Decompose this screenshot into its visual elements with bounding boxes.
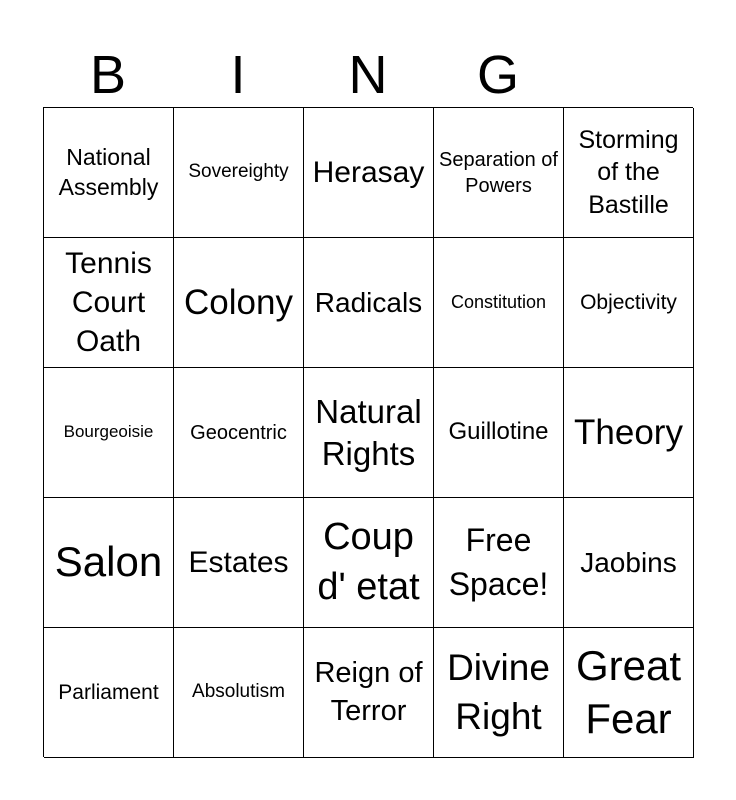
bingo-cell[interactable] [44, 628, 174, 758]
cell-text: Reign of Terror [314, 656, 423, 727]
cell-text: Objectivity [580, 290, 677, 314]
bingo-cell[interactable] [174, 108, 304, 238]
bingo-cell[interactable] [434, 108, 564, 238]
bingo-cell[interactable] [434, 238, 564, 368]
cell-text: Free Space! [448, 522, 549, 602]
cell-text: Separation of Powers [439, 148, 558, 197]
bingo-header [43, 45, 693, 105]
bingo-cell[interactable] [44, 108, 174, 238]
cell-text: Tennis Court Oath [65, 247, 152, 358]
bingo-cell[interactable] [174, 498, 304, 628]
bingo-cell[interactable] [304, 628, 434, 758]
bingo-cell[interactable] [44, 368, 174, 498]
cell-text: Theory [574, 412, 683, 452]
bingo-cell[interactable] [174, 238, 304, 368]
cell-text: Divine Right [447, 647, 550, 737]
bingo-cell[interactable] [44, 498, 174, 628]
cell-text: Absolutism [192, 681, 285, 703]
bingo-cell[interactable] [564, 238, 694, 368]
header-letter-o [563, 45, 693, 105]
bingo-cell[interactable] [564, 628, 694, 758]
bingo-cell[interactable] [434, 368, 564, 498]
bingo-board [43, 107, 693, 757]
cell-text: Parliament [58, 680, 159, 704]
cell-text: Great Fear [575, 642, 682, 742]
cell-text: National Assembly [58, 143, 159, 200]
header-letter-g: G [476, 45, 519, 105]
cell-text: Estates [188, 545, 289, 579]
bingo-cell[interactable] [304, 368, 434, 498]
bingo-cell[interactable] [304, 108, 434, 238]
header-letter-b: B [89, 45, 127, 105]
cell-text: Salon [54, 538, 163, 586]
cell-text: Herasay [312, 155, 425, 189]
bingo-cell[interactable] [564, 368, 694, 498]
header-letter-i: I [230, 45, 246, 105]
cell-text: Sovereighty [188, 161, 289, 183]
cell-text: Colony [184, 282, 293, 322]
cell-text: Geocentric [190, 421, 287, 444]
bingo-cell[interactable] [564, 498, 694, 628]
bingo-cell[interactable] [564, 108, 694, 238]
cell-text: Coup d' etat [317, 516, 420, 608]
cell-text: Natural Rights [315, 393, 422, 472]
cell-text: Radicals [314, 286, 423, 318]
bingo-cell[interactable] [304, 498, 434, 628]
bingo-cell[interactable] [44, 238, 174, 368]
header-letter-n: N [348, 45, 388, 105]
bingo-cell[interactable] [434, 498, 564, 628]
cell-text: Guillotine [448, 418, 549, 446]
bingo-cell[interactable] [304, 238, 434, 368]
bingo-cell[interactable] [174, 368, 304, 498]
bingo-cell[interactable] [174, 628, 304, 758]
cell-text: Storming of the Bastille [578, 125, 679, 219]
cell-text: Jaobins [580, 546, 677, 578]
cell-text: Bourgeoisie [63, 422, 154, 442]
bingo-cell[interactable] [434, 628, 564, 758]
cell-text: Constitution [450, 291, 547, 312]
